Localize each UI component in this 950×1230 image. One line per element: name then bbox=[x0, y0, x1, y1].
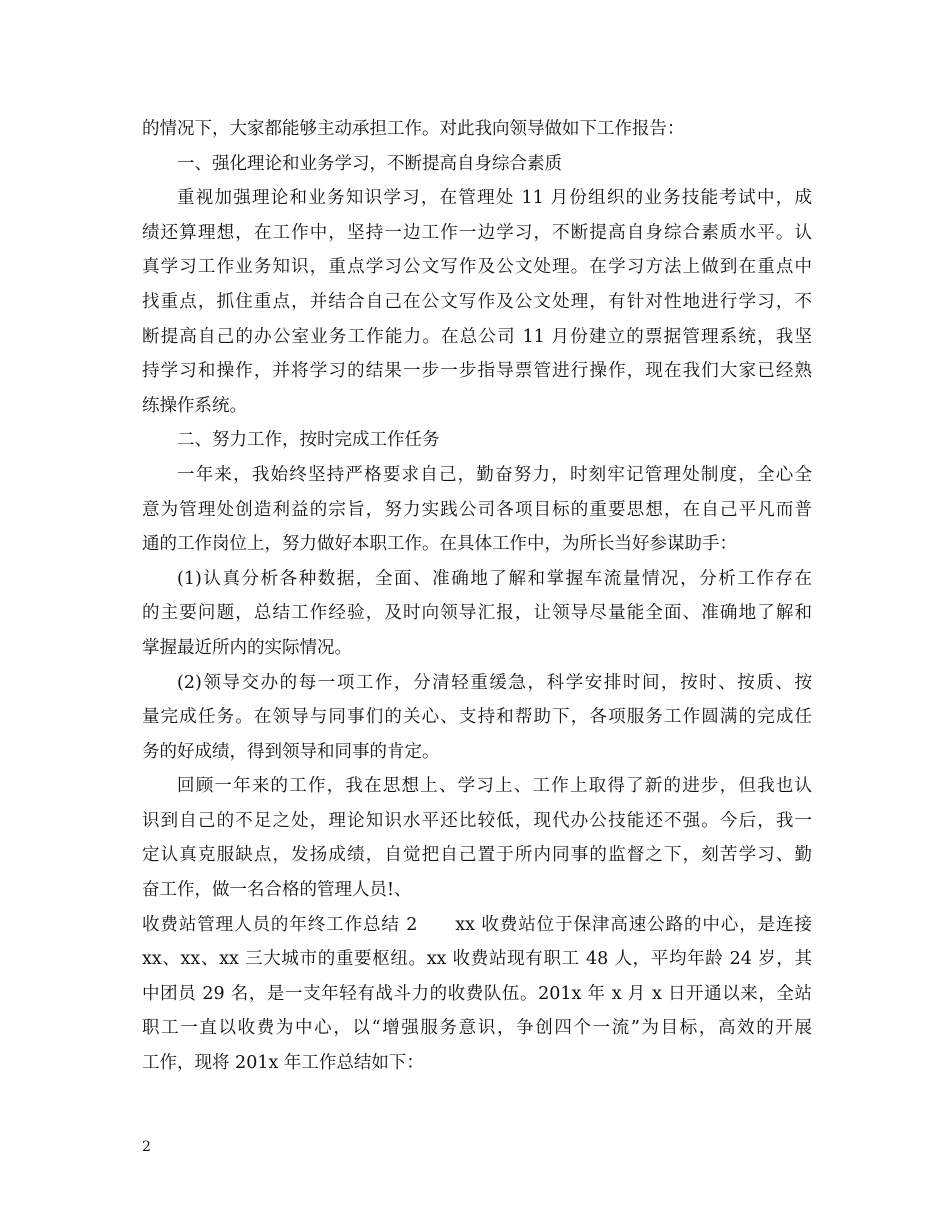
text-line: 的主要问题，总结工作经验，及时向领导汇报，让领导尽量能全面、准确地了解和 bbox=[142, 603, 812, 624]
text-line: 通的工作岗位上，努力做好本职工作。在具体工作中，为所长当好参谋助手： bbox=[142, 534, 737, 555]
text-line: 量完成任务。在领导与同事们的关心、支持和帮助下，各项服务工作圆满的完成任 bbox=[142, 707, 812, 728]
text-line: 一、强化理论和业务学习，不断提高自身综合素质 bbox=[177, 153, 562, 174]
text-line: 掌握最近所内的实际情况。 bbox=[142, 637, 352, 658]
text-line: 定认真克服缺点，发扬成绩，自觉把自己置于所内同事的监督之下，刻苦学习、勤 bbox=[142, 845, 812, 866]
text-line: (1)认真分析各种数据，全面、准确地了解和掌握车流量情况，分析工作存在 bbox=[177, 568, 812, 589]
text-line: 找重点，抓住重点，并结合自己在公文写作及公文处理，有针对性地进行学习，不 bbox=[142, 291, 812, 312]
text-line: 务的好成绩，得到领导和同事的肯定。 bbox=[142, 741, 440, 762]
text-line: 绩还算理想，在工作中，坚持一边工作一边学习，不断提高自身综合素质水平。认 bbox=[142, 222, 812, 243]
text-line: 断提高自己的办公室业务工作能力。在总公司 11 月份建立的票据管理系统，我坚 bbox=[142, 326, 812, 347]
text-line: 练操作系统。 bbox=[142, 395, 247, 416]
text-line: 奋工作，做一名合格的管理人员!、 bbox=[142, 880, 412, 901]
text-line: 持学习和操作，并将学习的结果一步一步指导票管进行操作，现在我们大家已经熟 bbox=[142, 361, 812, 382]
document-body bbox=[142, 112, 812, 1081]
text-line: 职工一直以收费为中心，以“增强服务意识，争创四个一流”为目标，高效的开展 bbox=[142, 1018, 812, 1039]
text-line: 一年来，我始终坚持严格要求自己，勤奋努力，时刻牢记管理处制度，全心全 bbox=[177, 464, 812, 485]
text-line: 意为管理处创造利益的宗旨，努力实践公司各项目标的重要思想，在自己平凡而普 bbox=[142, 499, 812, 520]
text-line: 真学习工作业务知识，重点学习公文写作及公文处理。在学习方法上做到在重点中 bbox=[142, 257, 812, 278]
text-line: 识到自己的不足之处，理论知识水平还比较低，现代办公技能还不强。今后，我一 bbox=[142, 810, 812, 831]
page-number: 2 bbox=[142, 1139, 151, 1155]
text-line: 中团员 29 名，是一支年轻有战斗力的收费队伍。201x 年 x 月 x 日开通以来，全站 bbox=[142, 983, 812, 1004]
text-line: 回顾一年来的工作，我在思想上、学习上、工作上取得了新的进步，但我也认 bbox=[177, 776, 812, 797]
text-line: xx、xx、xx 三大城市的重要枢纽。xx 收费站现有职工 48 人，平均年龄 24 岁，其 bbox=[142, 949, 812, 970]
text-line: (2)领导交办的每一项工作，分清轻重缓急，科学安排时间，按时、按质、按 bbox=[177, 672, 812, 693]
text-line: 的情况下，大家都能够主动承担工作。对此我向领导做如下工作报告： bbox=[142, 119, 685, 139]
text-line: 二、努力工作，按时完成工作任务 bbox=[177, 430, 440, 451]
text-line: 工作，现将 201x 年工作总结如下： bbox=[142, 1053, 424, 1074]
text-line: 收费站管理人员的年终工作总结 2 xx 收费站位于保津高速公路的中心，是连接 bbox=[142, 914, 812, 935]
text-line: 重视加强理论和业务知识学习，在管理处 11 月份组织的业务技能考试中，成 bbox=[177, 188, 812, 209]
